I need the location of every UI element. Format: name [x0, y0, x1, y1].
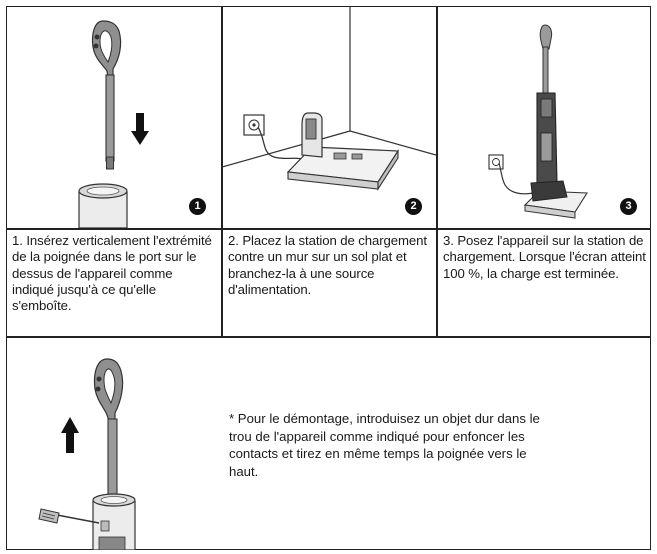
- step-1-badge: 1: [189, 198, 206, 215]
- step-1-text: 1. Insérez verticalement l'extrémité de la poignée dans le port sur le dessus de l'appareil comme indiqué jusqu'à ce qu'elle s'emboîte.: [12, 233, 212, 314]
- handle-removal-illustration: [7, 337, 207, 550]
- charging-station-illustration: [222, 7, 436, 228]
- step-3-badge: 3: [620, 198, 637, 215]
- row-divider-top: [6, 228, 651, 230]
- step-2-badge: 2: [405, 198, 422, 215]
- step-3-text: 3. Posez l'appareil sur la station de chargement. Lorsque l'écran atteint 100 %, la charge est terminée.: [443, 233, 646, 281]
- vacuum-on-station-illustration: [437, 7, 650, 228]
- step-2-text: 2. Placez la station de chargement contre un mur sur un sol plat et branchez-la à une source d'alimentation.: [228, 233, 427, 297]
- handle-insert-illustration: [7, 7, 221, 228]
- removal-note: * Pour le démontage, introduisez un objet dur dans le trou de l'appareil comme indiqué pour enfoncer les contacts et tirez en même temps la poignée vers le haut.: [229, 411, 540, 479]
